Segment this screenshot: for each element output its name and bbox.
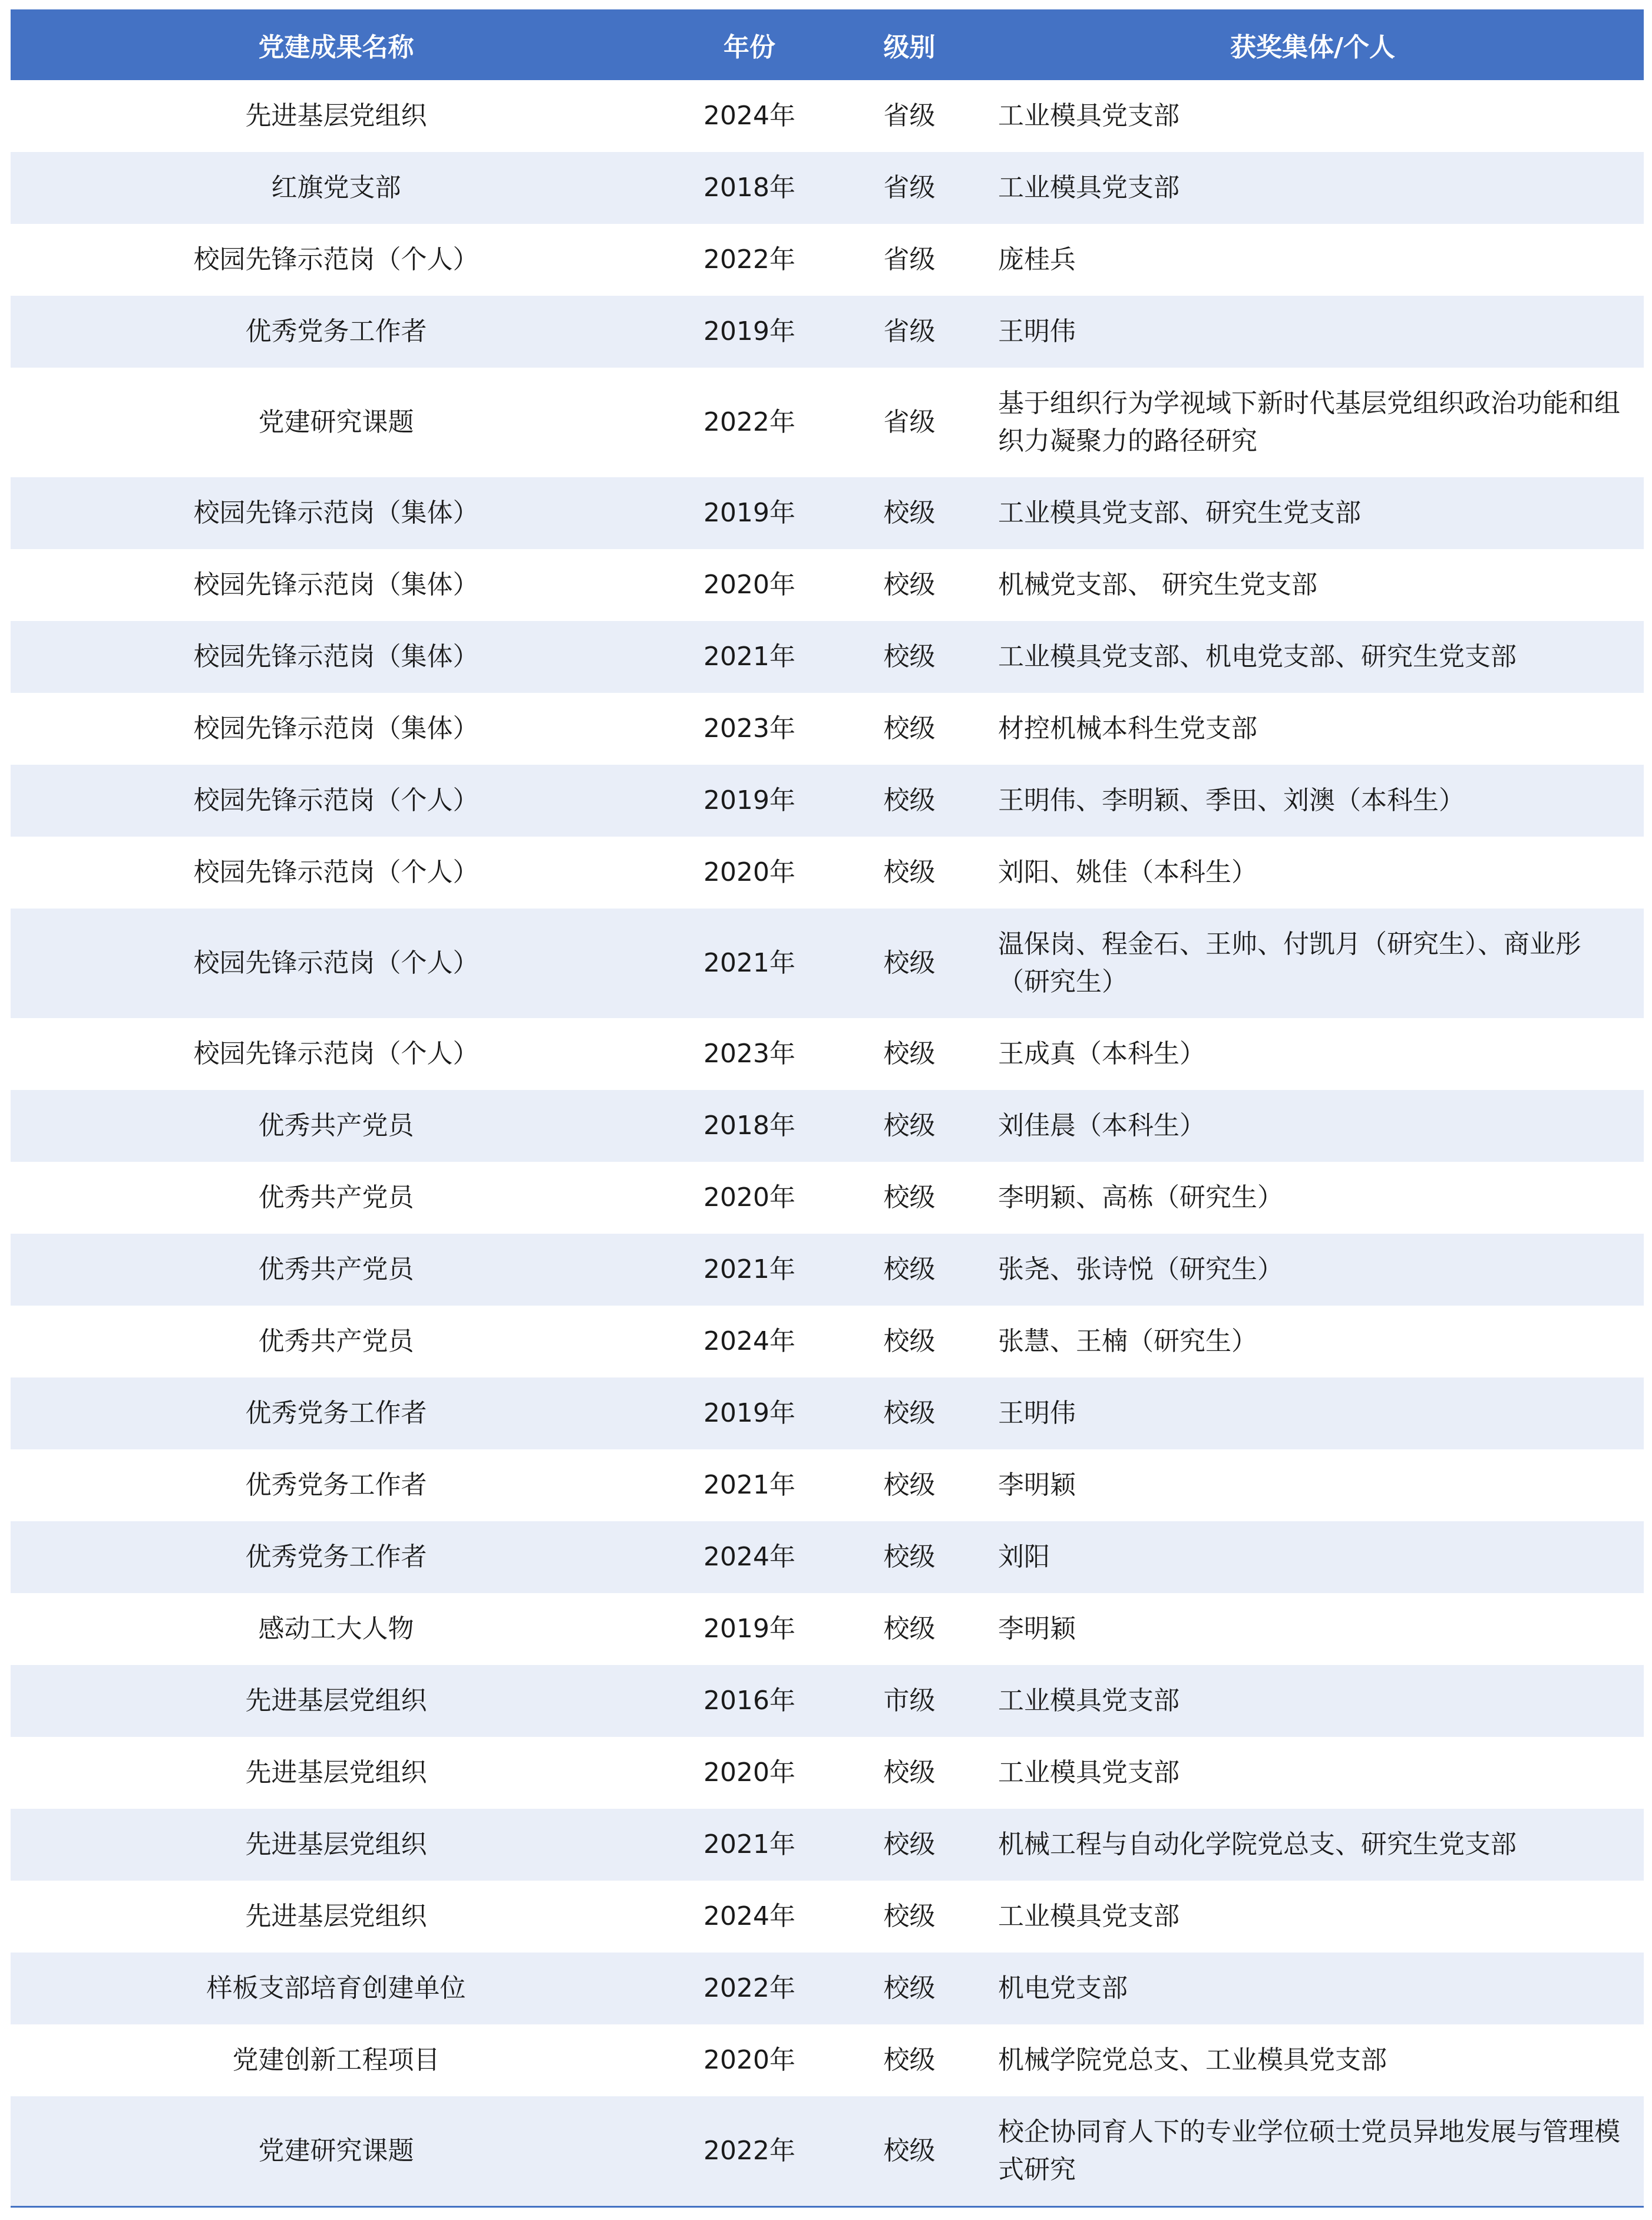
table-row [11, 837, 1644, 909]
table-row [11, 1306, 1644, 1377]
table-row [11, 693, 1644, 765]
table-row [11, 1377, 1644, 1449]
table-row [11, 296, 1644, 368]
cell-year: 2021年 [662, 1234, 837, 1306]
table-row [11, 549, 1644, 621]
table-row [11, 1953, 1644, 2024]
cell-level: 校级 [837, 837, 982, 909]
table-row [11, 909, 1644, 1018]
cell-achievement-name: 校园先锋示范岗（集体） [11, 621, 662, 693]
table-row [11, 2096, 1644, 2206]
table-row [11, 224, 1644, 296]
cell-year: 2020年 [662, 2024, 837, 2096]
table-body [11, 80, 1644, 2206]
cell-achievement-name: 校园先锋示范岗（集体） [11, 477, 662, 549]
cell-year: 2018年 [662, 1090, 837, 1162]
cell-year: 2021年 [662, 1449, 837, 1521]
table-row [11, 765, 1644, 837]
cell-level: 校级 [837, 549, 982, 621]
table-row [11, 1449, 1644, 1521]
cell-achievement-name: 优秀共产党员 [11, 1162, 662, 1234]
cell-year: 2016年 [662, 1665, 837, 1737]
cell-achievement-name: 感动工大人物 [11, 1593, 662, 1665]
cell-level: 校级 [837, 1881, 982, 1953]
cell-year: 2022年 [662, 1953, 837, 2024]
cell-year: 2022年 [662, 2096, 837, 2206]
cell-achievement-name: 优秀共产党员 [11, 1234, 662, 1306]
table-row [11, 1665, 1644, 1737]
cell-year: 2018年 [662, 152, 837, 224]
cell-year: 2023年 [662, 1018, 837, 1090]
header-year: 年份 [662, 9, 837, 80]
cell-winner: 校企协同育人下的专业学位硕士党员异地发展与管理模式研究 [982, 2096, 1644, 2206]
cell-level: 校级 [837, 1377, 982, 1449]
cell-year: 2024年 [662, 1521, 837, 1593]
cell-winner: 机械工程与自动化学院党总支、研究生党支部 [982, 1809, 1644, 1881]
cell-winner: 工业模具党支部 [982, 1881, 1644, 1953]
cell-year: 2021年 [662, 621, 837, 693]
cell-achievement-name: 党建研究课题 [11, 2096, 662, 2206]
cell-achievement-name: 校园先锋示范岗（个人） [11, 837, 662, 909]
table-row [11, 1018, 1644, 1090]
cell-achievement-name: 校园先锋示范岗（个人） [11, 1018, 662, 1090]
cell-achievement-name: 党建创新工程项目 [11, 2024, 662, 2096]
cell-winner: 张尧、张诗悦（研究生） [982, 1234, 1644, 1306]
cell-winner: 工业模具党支部 [982, 80, 1644, 152]
header-row [11, 9, 1644, 80]
cell-achievement-name: 校园先锋示范岗（个人） [11, 224, 662, 296]
cell-winner: 刘阳、姚佳（本科生） [982, 837, 1644, 909]
table-row [11, 621, 1644, 693]
cell-winner: 工业模具党支部、研究生党支部 [982, 477, 1644, 549]
cell-winner: 庞桂兵 [982, 224, 1644, 296]
cell-year: 2019年 [662, 1593, 837, 1665]
cell-level: 校级 [837, 1090, 982, 1162]
header-winner: 获奖集体/个人 [982, 9, 1644, 80]
cell-level: 市级 [837, 1665, 982, 1737]
cell-achievement-name: 党建研究课题 [11, 368, 662, 477]
cell-level: 校级 [837, 1306, 982, 1377]
cell-level: 校级 [837, 1521, 982, 1593]
cell-level: 校级 [837, 1737, 982, 1809]
cell-level: 省级 [837, 224, 982, 296]
cell-winner: 工业模具党支部、机电党支部、研究生党支部 [982, 621, 1644, 693]
cell-achievement-name: 优秀共产党员 [11, 1306, 662, 1377]
cell-winner: 基于组织行为学视域下新时代基层党组织政治功能和组织力凝聚力的路径研究 [982, 368, 1644, 477]
cell-winner: 刘佳晨（本科生） [982, 1090, 1644, 1162]
table-row [11, 1521, 1644, 1593]
cell-winner: 李明颖 [982, 1449, 1644, 1521]
cell-achievement-name: 先进基层党组织 [11, 1809, 662, 1881]
cell-winner: 张慧、王楠（研究生） [982, 1306, 1644, 1377]
table-header [11, 9, 1644, 80]
table-row [11, 368, 1644, 477]
cell-year: 2020年 [662, 1162, 837, 1234]
cell-year: 2020年 [662, 549, 837, 621]
cell-winner: 材控机械本科生党支部 [982, 693, 1644, 765]
table-row [11, 1737, 1644, 1809]
party-building-awards-table [11, 9, 1644, 2206]
cell-winner: 李明颖、高栋（研究生） [982, 1162, 1644, 1234]
table-bottom-border [11, 2206, 1644, 2208]
table-row [11, 1162, 1644, 1234]
cell-year: 2021年 [662, 1809, 837, 1881]
cell-achievement-name: 校园先锋示范岗（个人） [11, 765, 662, 837]
cell-winner: 机械党支部、 研究生党支部 [982, 549, 1644, 621]
cell-winner: 工业模具党支部 [982, 1665, 1644, 1737]
cell-winner: 李明颖 [982, 1593, 1644, 1665]
cell-level: 校级 [837, 1234, 982, 1306]
cell-year: 2019年 [662, 296, 837, 368]
cell-achievement-name: 先进基层党组织 [11, 1665, 662, 1737]
cell-level: 校级 [837, 765, 982, 837]
cell-achievement-name: 先进基层党组织 [11, 1881, 662, 1953]
cell-year: 2019年 [662, 765, 837, 837]
cell-achievement-name: 样板支部培育创建单位 [11, 1953, 662, 2024]
cell-year: 2024年 [662, 1881, 837, 1953]
cell-achievement-name: 校园先锋示范岗（集体） [11, 693, 662, 765]
cell-year: 2021年 [662, 909, 837, 1018]
cell-winner: 王成真（本科生） [982, 1018, 1644, 1090]
cell-level: 校级 [837, 1449, 982, 1521]
table-row [11, 1881, 1644, 1953]
cell-winner: 温保岗、程金石、王帅、付凯月（研究生）、商业彤（研究生） [982, 909, 1644, 1018]
cell-level: 省级 [837, 80, 982, 152]
cell-winner: 机械学院党总支、工业模具党支部 [982, 2024, 1644, 2096]
cell-achievement-name: 红旗党支部 [11, 152, 662, 224]
cell-achievement-name: 校园先锋示范岗（集体） [11, 549, 662, 621]
cell-level: 校级 [837, 1018, 982, 1090]
cell-year: 2019年 [662, 477, 837, 549]
cell-winner: 工业模具党支部 [982, 1737, 1644, 1809]
cell-level: 校级 [837, 477, 982, 549]
table-row [11, 2024, 1644, 2096]
cell-level: 校级 [837, 1809, 982, 1881]
cell-achievement-name: 校园先锋示范岗（个人） [11, 909, 662, 1018]
cell-level: 校级 [837, 1953, 982, 2024]
cell-level: 校级 [837, 2096, 982, 2206]
cell-level: 校级 [837, 1162, 982, 1234]
cell-year: 2020年 [662, 837, 837, 909]
table-row [11, 1809, 1644, 1881]
cell-achievement-name: 优秀党务工作者 [11, 1521, 662, 1593]
table-row [11, 152, 1644, 224]
cell-level: 省级 [837, 296, 982, 368]
cell-winner: 王明伟 [982, 1377, 1644, 1449]
cell-level: 校级 [837, 1593, 982, 1665]
header-level: 级别 [837, 9, 982, 80]
table-row [11, 1090, 1644, 1162]
cell-year: 2020年 [662, 1737, 837, 1809]
cell-achievement-name: 优秀党务工作者 [11, 1449, 662, 1521]
cell-level: 校级 [837, 693, 982, 765]
table-row [11, 1234, 1644, 1306]
cell-year: 2022年 [662, 368, 837, 477]
cell-achievement-name: 优秀党务工作者 [11, 296, 662, 368]
cell-achievement-name: 先进基层党组织 [11, 1737, 662, 1809]
cell-achievement-name: 优秀党务工作者 [11, 1377, 662, 1449]
cell-winner: 刘阳 [982, 1521, 1644, 1593]
cell-year: 2022年 [662, 224, 837, 296]
cell-winner: 机电党支部 [982, 1953, 1644, 2024]
table-row [11, 477, 1644, 549]
cell-level: 省级 [837, 368, 982, 477]
header-achievement-name: 党建成果名称 [11, 9, 662, 80]
cell-year: 2019年 [662, 1377, 837, 1449]
table-row [11, 80, 1644, 152]
cell-achievement-name: 先进基层党组织 [11, 80, 662, 152]
cell-level: 校级 [837, 621, 982, 693]
cell-year: 2023年 [662, 693, 837, 765]
cell-level: 省级 [837, 152, 982, 224]
awards-table-container [11, 9, 1644, 2208]
cell-winner: 王明伟、李明颖、季田、刘澳（本科生） [982, 765, 1644, 837]
table-row [11, 1593, 1644, 1665]
cell-level: 校级 [837, 909, 982, 1018]
cell-achievement-name: 优秀共产党员 [11, 1090, 662, 1162]
cell-winner: 工业模具党支部 [982, 152, 1644, 224]
cell-year: 2024年 [662, 1306, 837, 1377]
cell-winner: 王明伟 [982, 296, 1644, 368]
cell-level: 校级 [837, 2024, 982, 2096]
cell-year: 2024年 [662, 80, 837, 152]
